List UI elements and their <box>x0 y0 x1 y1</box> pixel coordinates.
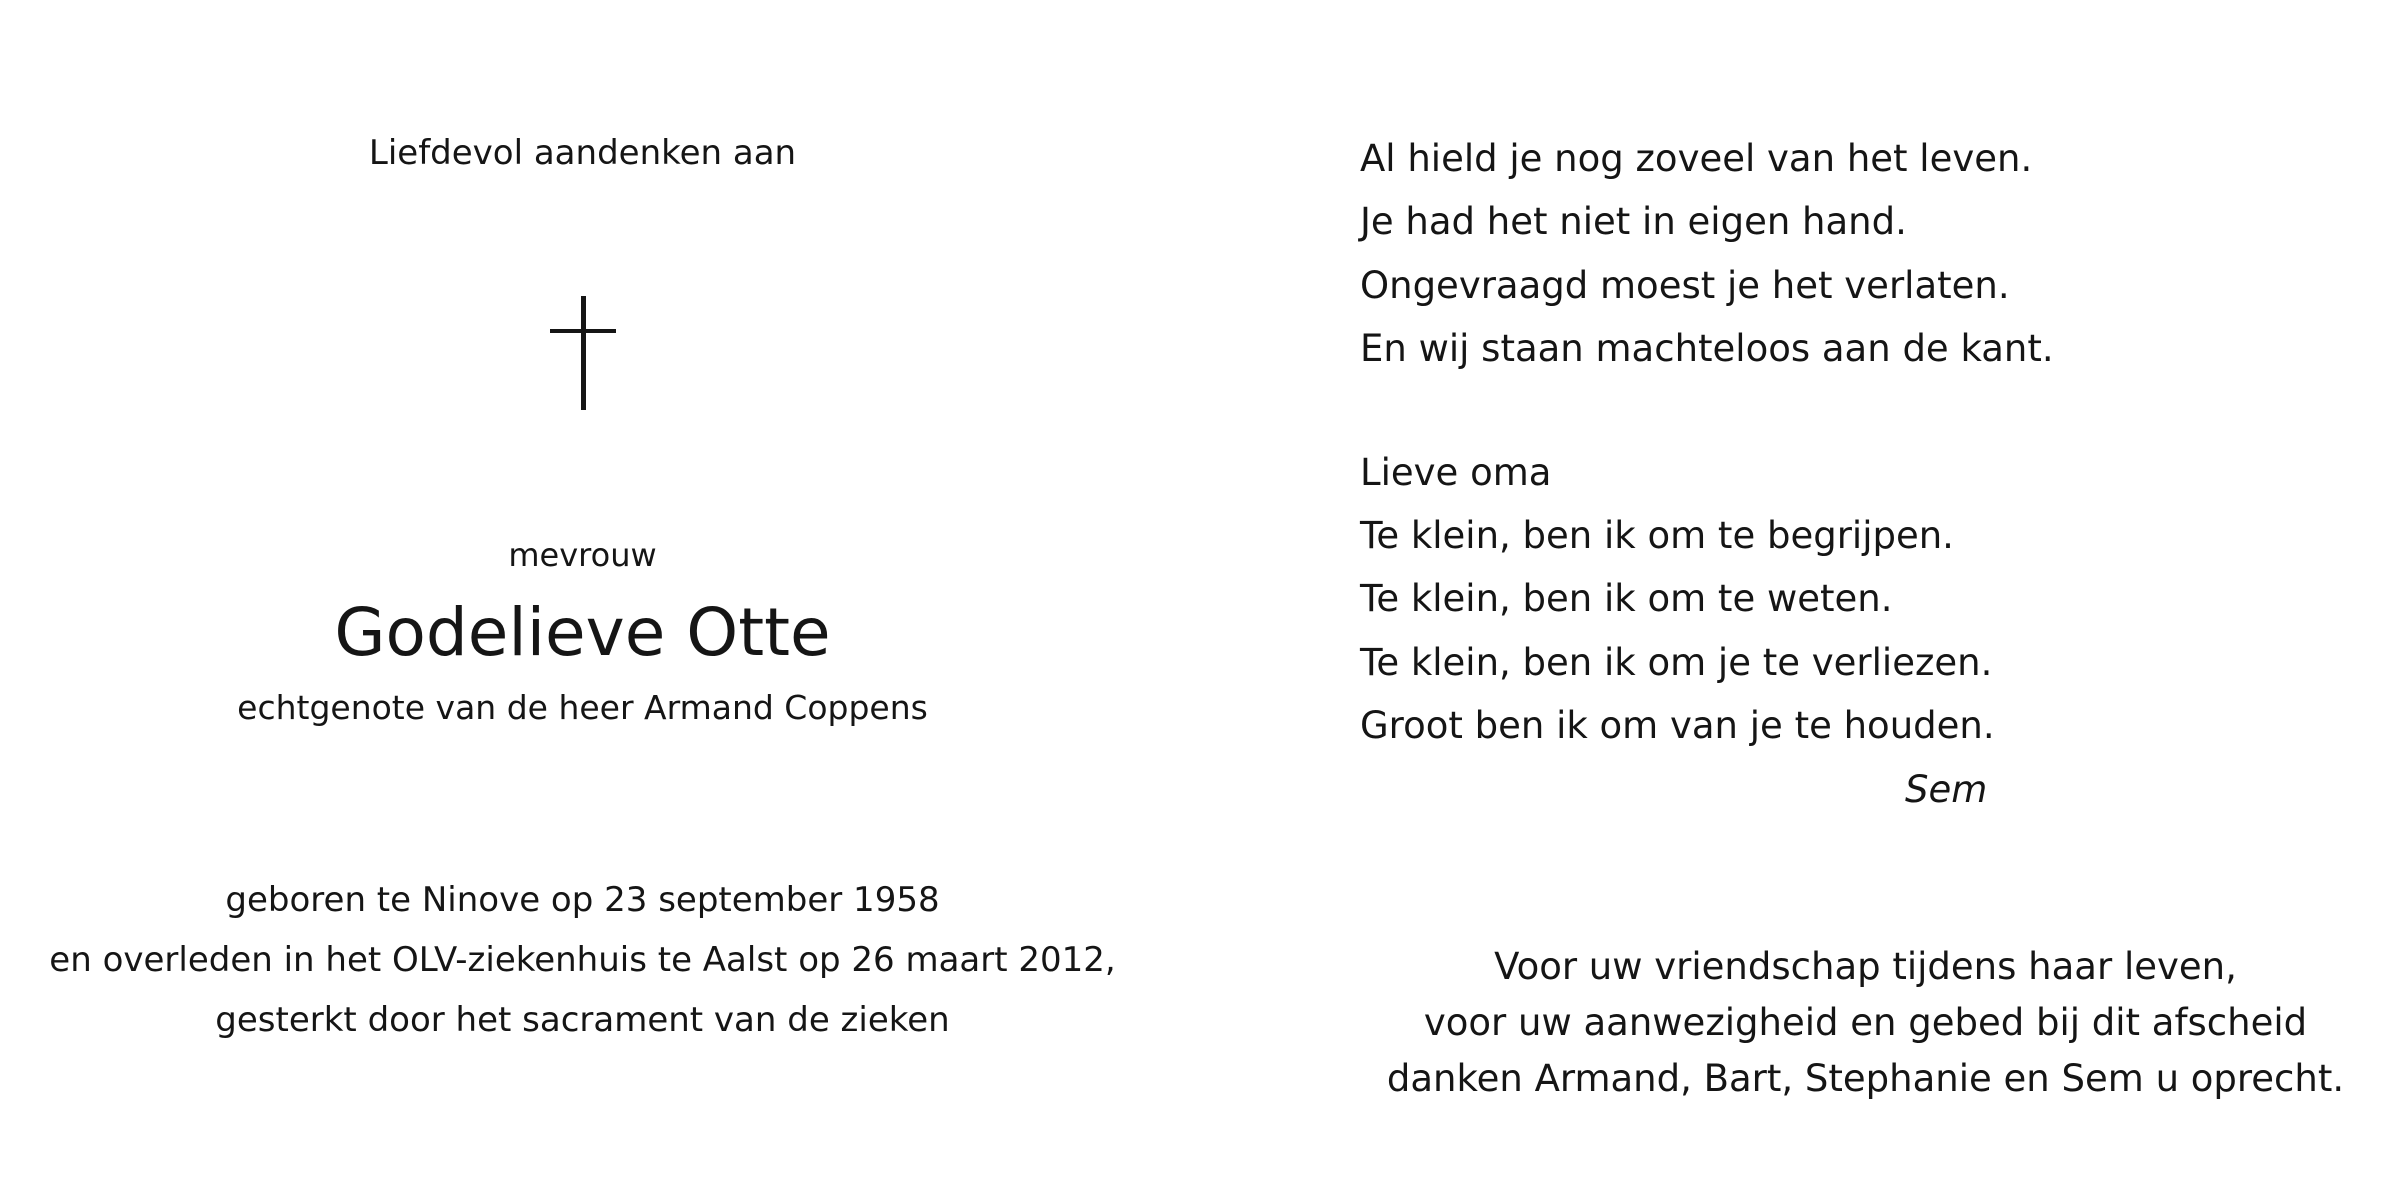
birth-line: geboren te Ninove op 23 september 1958 <box>225 880 940 920</box>
cross-icon <box>550 296 616 410</box>
cross-horizontal-bar <box>550 329 616 333</box>
cross-vertical-bar <box>581 296 586 410</box>
spouse-line: echtgenote van de heer Armand Coppens <box>237 688 928 727</box>
memorial-left-panel <box>0 0 1165 1177</box>
poem-line: Te klein, ben ik om je te verliezen. <box>1360 641 1993 684</box>
thanks-line: voor uw aanwezigheid en gebed bij dit afscheid <box>1423 1001 2308 1044</box>
poem-line: Groot ben ik om van je te houden. <box>1360 704 1995 747</box>
thanks-line: Voor uw vriendschap tijdens haar leven, <box>1494 945 2237 988</box>
poem-line: Lieve oma <box>1360 451 1552 494</box>
poem-line: Te klein, ben ik om te begrijpen. <box>1360 514 1954 557</box>
poem-signature: Sem <box>1905 768 1988 811</box>
poem-line: Al hield je nog zoveel van het leven. <box>1360 137 2033 180</box>
sacrament-line: gesterkt door het sacrament van de zieken <box>215 1000 950 1040</box>
honorific: mevrouw <box>508 536 657 574</box>
poem-line: Te klein, ben ik om te weten. <box>1360 577 1893 620</box>
memorial-right-panel <box>1330 0 2401 1177</box>
intro-text: Liefdevol aandenken aan <box>368 133 797 173</box>
thanks-line: danken Armand, Bart, Stephanie en Sem u oprecht. <box>1386 1057 2345 1100</box>
death-line: en overleden in het OLV-ziekenhuis te Aalst op 26 maart 2012, <box>49 940 1116 980</box>
poem-line: En wij staan machteloos aan de kant. <box>1360 327 2054 370</box>
poem-line: Je had het niet in eigen hand. <box>1360 200 1907 243</box>
deceased-name: Godelieve Otte <box>334 594 831 671</box>
poem-line: Ongevraagd moest je het verlaten. <box>1360 264 2010 307</box>
